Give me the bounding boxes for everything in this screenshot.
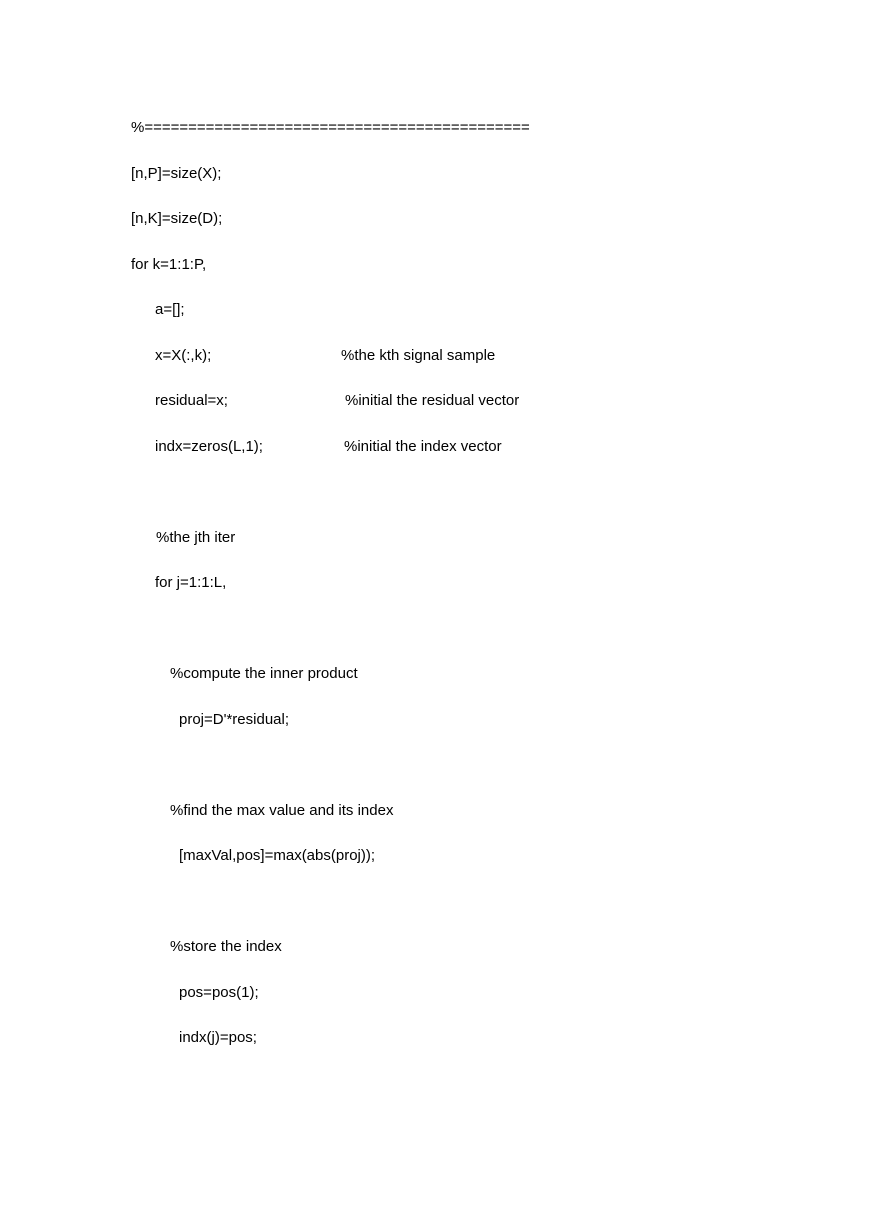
code-comment-residual: %initial the residual vector — [345, 392, 520, 409]
code-line-a-init: a=[]; — [155, 301, 185, 318]
code-line-x-assign: x=X(:,k); — [155, 347, 212, 364]
code-line-pos: pos=pos(1); — [179, 984, 259, 1001]
code-comment-jth-iter: %the jth iter — [156, 529, 236, 546]
separator-comment: %============================================ — [131, 119, 530, 136]
code-comment-x-assign: %the kth signal sample — [341, 347, 496, 364]
code-line-for-j: for j=1:1:L, — [155, 574, 227, 591]
code-line-residual: residual=x; — [155, 392, 228, 409]
code-comment-indx: %initial the index vector — [344, 438, 502, 455]
code-comment-store-index: %store the index — [170, 938, 282, 955]
code-line-size-x: [n,P]=size(X); — [131, 165, 222, 182]
code-line-indx: indx=zeros(L,1); — [155, 438, 263, 455]
code-line-max: [maxVal,pos]=max(abs(proj)); — [179, 847, 376, 864]
code-line-indx-assign: indx(j)=pos; — [179, 1029, 257, 1046]
code-line-for-k: for k=1:1:P, — [131, 256, 207, 273]
code-comment-inner-product: %compute the inner product — [170, 665, 358, 682]
code-line-proj: proj=D'*residual; — [179, 711, 290, 728]
code-line-size-d: [n,K]=size(D); — [131, 210, 223, 227]
code-comment-find-max: %find the max value and its index — [170, 802, 394, 819]
